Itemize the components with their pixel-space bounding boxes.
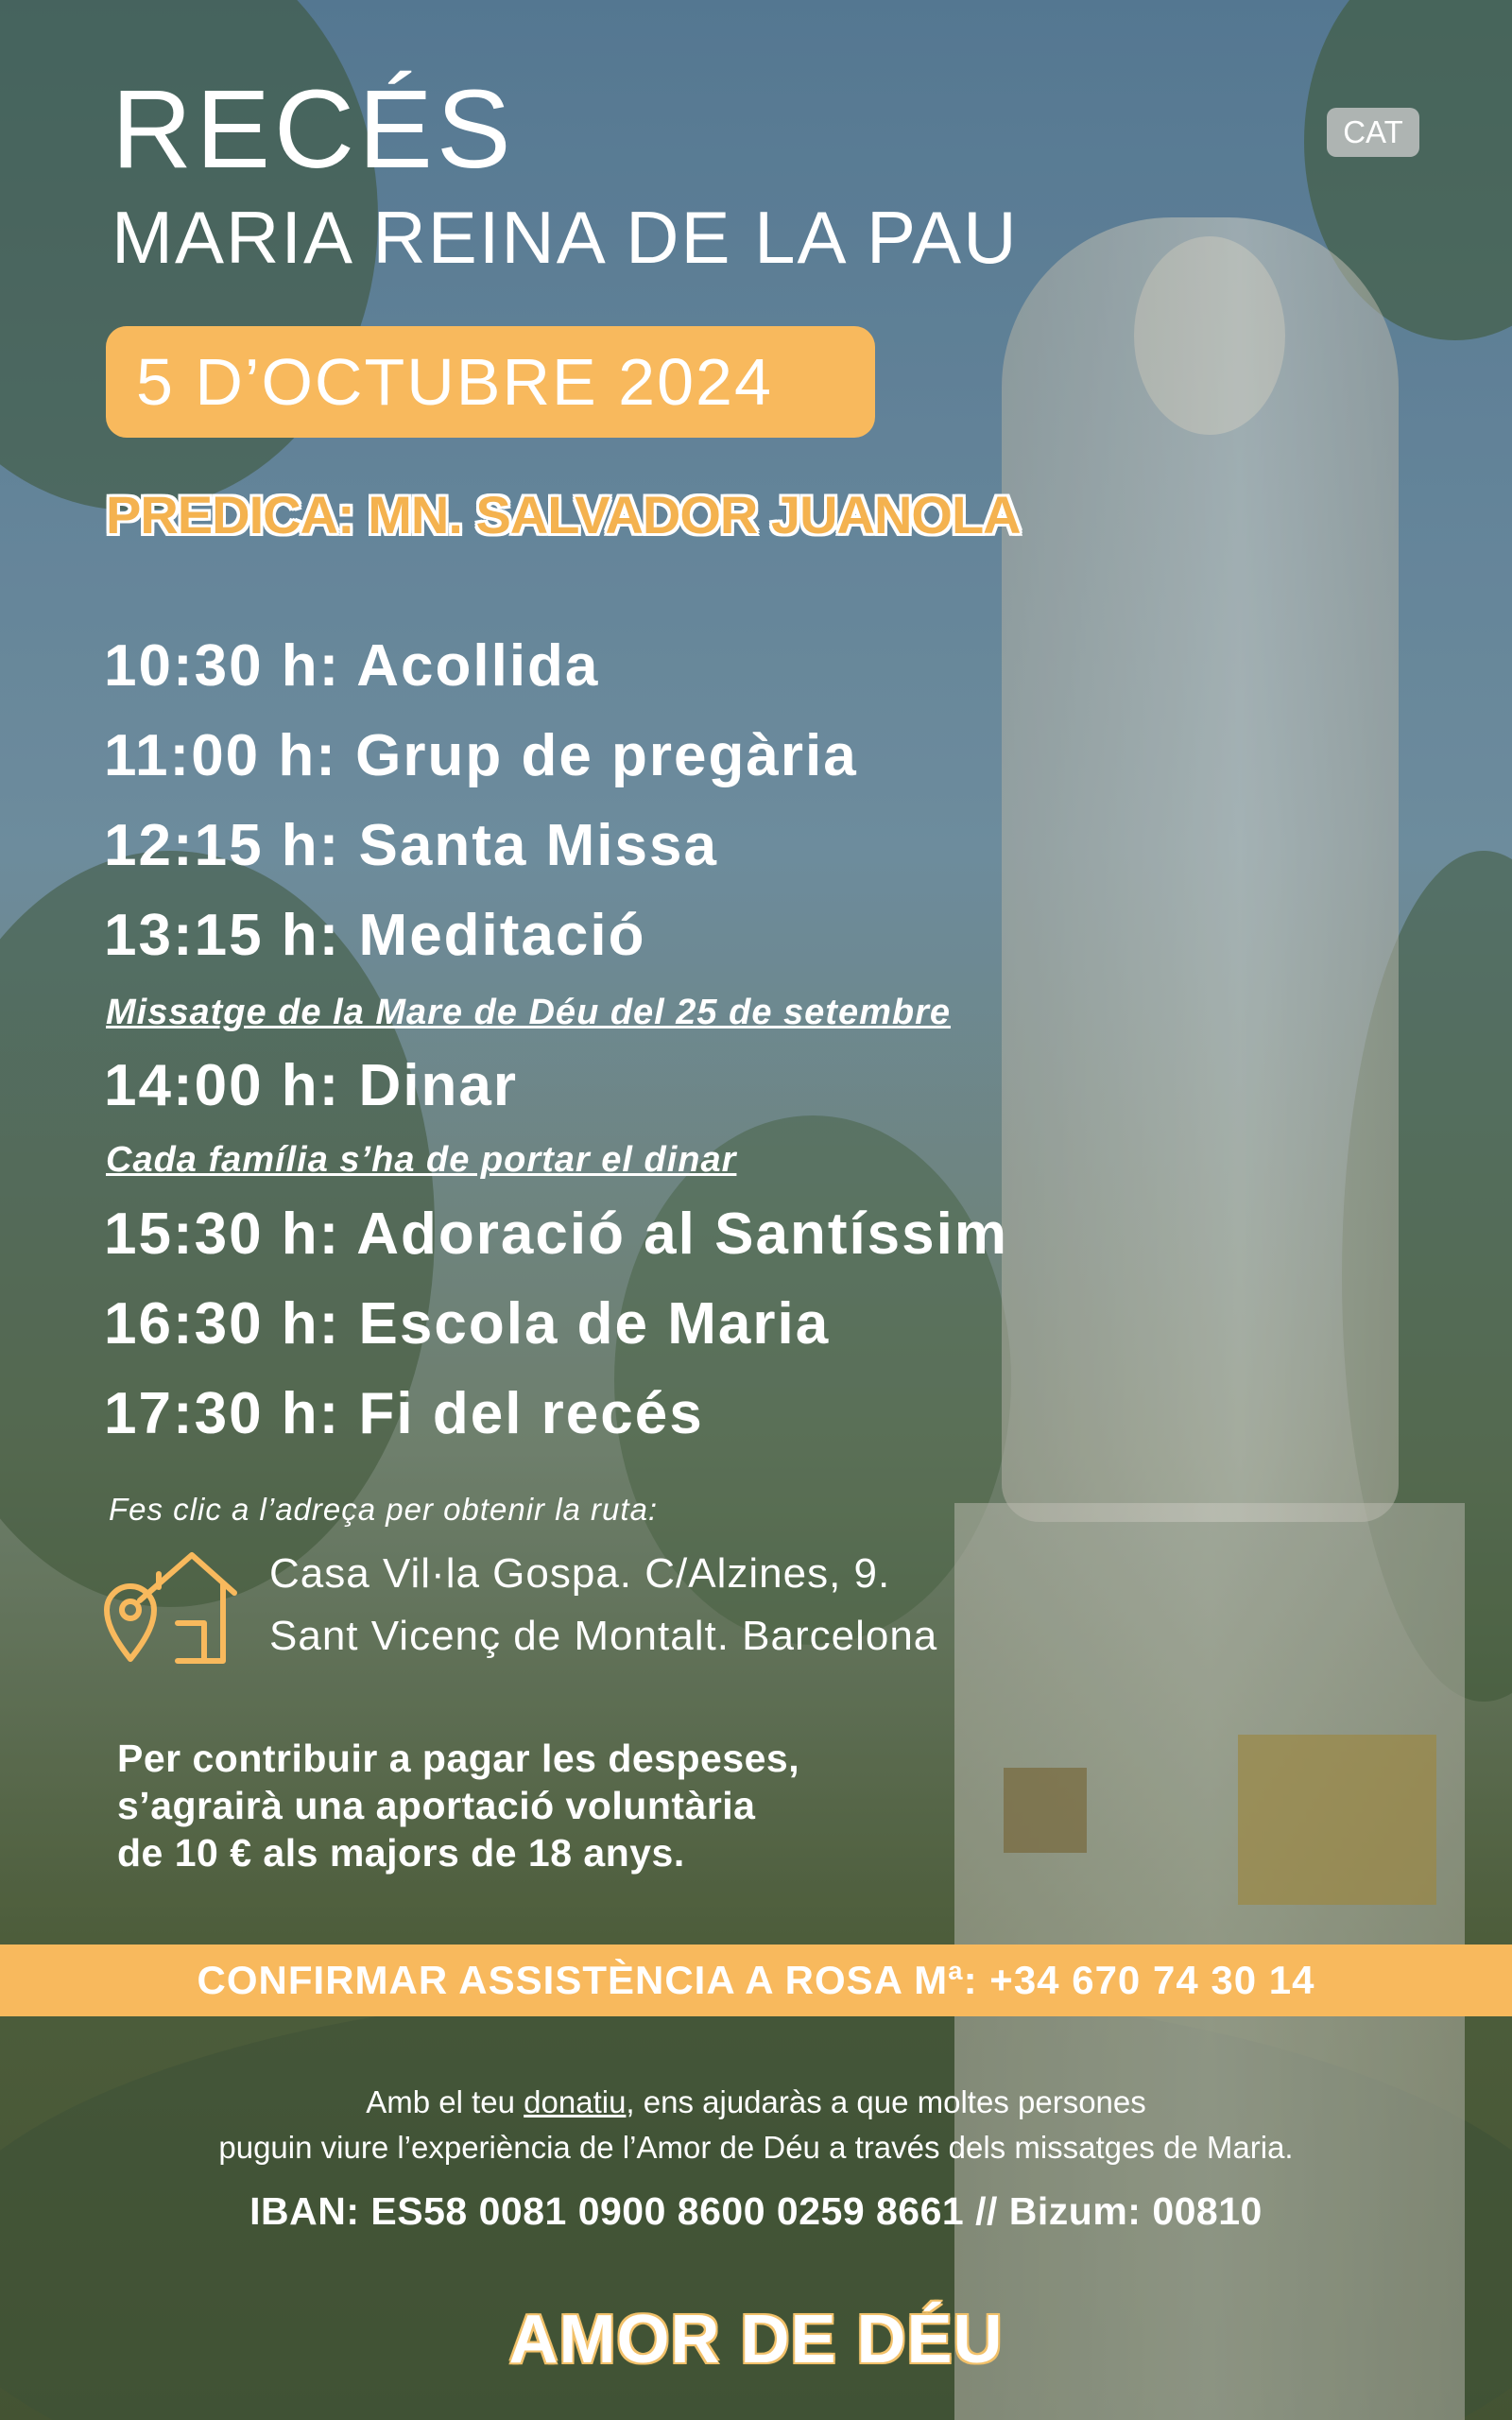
schedule-item: 12:15 h: Santa Missa (104, 813, 718, 878)
schedule-item: 10:30 h: Acollida (104, 633, 600, 699)
schedule-item: 16:30 h: Escola de Maria (104, 1291, 831, 1357)
confirm-attendance-banner (0, 1945, 1512, 2016)
schedule-item: 15:30 h: Adoració al Santíssim (104, 1201, 1009, 1267)
contribution-text (117, 1735, 799, 1876)
confirm-attendance-text[interactable]: CONFIRMAR ASSISTÈNCIA A ROSA Mª: +34 670 74 30 14 (197, 1958, 1315, 2002)
preacher-label: PREDICA: MN. SALVADOR JUANOLA (106, 485, 1021, 544)
page-title: RECÉS (112, 67, 515, 192)
schedule-item: 17:30 h: Fi del recés (104, 1381, 704, 1446)
schedule-note: Missatge de la Mare de Déu del 25 de setembre (106, 993, 952, 1032)
donation-line-2: puguin viure l’experiència de l’Amor de Déu a través dels missatges de Maria. (218, 2130, 1294, 2165)
contribution-line: Per contribuir a pagar les despeses, (117, 1737, 800, 1780)
iban-bizum: IBAN: ES58 0081 0900 8600 0259 8661 // Bizum: 00810 (249, 2189, 1263, 2233)
brand-logo: AMOR DE DÉU (508, 2302, 1004, 2377)
route-hint: Fes clic a l’adreça per obtenir la ruta: (109, 1492, 659, 1527)
event-date: 5 D’OCTUBRE 2024 (106, 326, 875, 438)
schedule-item: 13:15 h: Meditació (104, 903, 646, 968)
house-location-icon[interactable] (102, 1546, 240, 1668)
schedule-item: 14:00 h: Dinar (104, 1053, 519, 1118)
page-subtitle: MARIA REINA DE LA PAU (112, 196, 1019, 279)
address-line-1[interactable]: Casa Vil·la Gospa. C/Alzines, 9. (269, 1550, 891, 1597)
schedule-item: 11:00 h: Grup de pregària (104, 723, 858, 788)
contribution-line: de 10 € als majors de 18 anys. (117, 1831, 685, 1875)
donation-line-1: Amb el teu donatiu, ens ajudaràs a que moltes persones (366, 2084, 1146, 2119)
contribution-line: s’agrairà una aportació voluntària (117, 1784, 756, 1827)
schedule-note: Cada família s’ha de portar el dinar (106, 1140, 737, 1180)
language-badge[interactable]: CAT (1327, 108, 1419, 157)
donation-link[interactable]: donatiu (524, 2084, 627, 2119)
address-line-2[interactable]: Sant Vicenç de Montalt. Barcelona (269, 1613, 938, 1659)
